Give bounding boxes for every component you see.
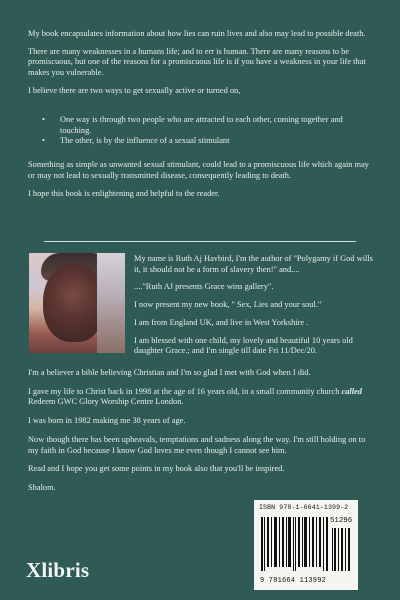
publisher-logo: Xlibris xyxy=(26,558,90,582)
photo-background-shape xyxy=(97,253,125,353)
intro-paragraph: My book encapsulates information about how lies can ruin lives and also may lead to possible death. xyxy=(28,29,366,38)
author-bio-top xyxy=(134,254,374,357)
barcode xyxy=(254,500,358,590)
church-text: I gave my life to Christ back in 1998 at the age of 16 years old, in a small community church xyxy=(28,386,340,396)
bio-paragraph: Now though there has been upheavals, temptations and sadness along the way. I'm still holding on to my faith in God because I know God loves me even though I cannot see him. xyxy=(28,434,366,455)
bullet-text: One way is through two people who are attracted to each other, coming together and touching. xyxy=(60,115,343,135)
intro-paragraph: I believe there are two ways to get sexually active or turned on, xyxy=(28,85,241,95)
author-paragraph: My name is Ruth Aj Havbird, I'm the author of "Polygamy if God wills it, it should not be a form of slavery then!" and.... xyxy=(134,254,373,274)
closing-paragraph: Something as simple as unwanted sexual stimulant, could lead to a promiscuous life which again may or may not lead to sexually transmitted disease, consequently leading to death. xyxy=(28,160,369,180)
bio-paragraph: Shalom. xyxy=(28,482,56,492)
author-paragraph: I am from England UK, and live in West Yorkshire . xyxy=(134,317,309,327)
barcode-number: 9 781664 113992 xyxy=(260,577,327,585)
intro-bullet-list xyxy=(42,115,362,147)
intro-section xyxy=(28,29,374,97)
barcode-bars xyxy=(261,517,329,571)
bio-paragraph: Read and I hope you get some points in my book also that you'll be inspired. xyxy=(28,464,285,474)
divider xyxy=(44,241,356,242)
bio-paragraph xyxy=(28,387,374,408)
closing-paragraph: I hope this book is enlightening and helpful to the reader. xyxy=(28,189,220,199)
price-code: 51296 xyxy=(330,517,353,525)
bullet-icon: • xyxy=(42,136,45,146)
called-word: called xyxy=(341,386,362,396)
author-paragraph: I now present my new book, " Sex, Lies and your soul." xyxy=(134,300,322,310)
church-name: Redeem GWC Glory Worship Centre London. xyxy=(28,397,184,407)
bullet-item xyxy=(42,136,362,147)
photo-face-shape xyxy=(43,264,103,342)
author-photo xyxy=(29,253,125,353)
author-paragraph: I am blessed with one child, my lovely and beautiful 10 years old daughter Grace.; and I'm single till date Fri 11/Dec/20. xyxy=(134,335,353,356)
intro-paragraph: There are many weaknesses in a humans life; and to err is human. There are many reasons to be promiscuous, but one of the reasons for a promiscuous life is if you have a weakness in your life that makes you vulnerable. xyxy=(28,46,366,78)
bullet-icon: • xyxy=(42,115,45,124)
author-bio-bottom xyxy=(28,368,374,494)
isbn-label: ISBN 978-1-6641-1399-2 xyxy=(259,504,349,511)
bullet-item xyxy=(42,115,362,136)
bio-paragraph: I was born in 1982 making me 38 years of age. xyxy=(28,416,186,426)
intro-closing xyxy=(28,160,374,200)
bullet-text: The other, is by the influence of a sexual stimulant xyxy=(60,136,230,146)
bio-paragraph: I'm a believer a bible believing Christian and I'm so glad I met with God when I did. xyxy=(28,368,311,377)
price-barcode-bars xyxy=(332,528,352,571)
author-paragraph: ...."Ruth AJ presents Grace wins gallery". xyxy=(134,282,274,292)
